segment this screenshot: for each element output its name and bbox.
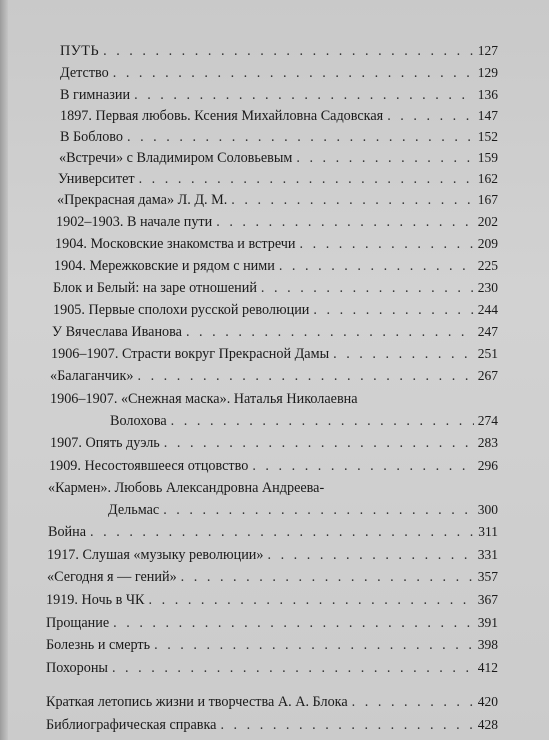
toc-entry <box>47 566 498 588</box>
leader-dots <box>261 277 474 299</box>
leader-dots <box>164 432 474 454</box>
leader-dots <box>139 168 474 190</box>
leader-dots <box>113 62 474 84</box>
toc-entry-title: 1897. Первая любовь. Ксения Михайловна Садовская <box>60 108 384 124</box>
leader-dots <box>300 233 474 255</box>
toc-entry <box>53 277 498 299</box>
toc-entry-page: 129 <box>477 65 498 80</box>
toc-entry <box>46 657 498 679</box>
toc-entry-title: 1902–1903. В начале пути <box>56 214 213 230</box>
toc-entry <box>60 126 498 148</box>
toc-entry-title: 1905. Первые сполохи русской революции <box>53 302 310 318</box>
toc-entry-title: Похороны <box>46 660 108 676</box>
toc-entry-title: Дельмас <box>108 502 160 518</box>
toc-entry <box>48 521 498 543</box>
toc-entry-page: 230 <box>477 280 498 295</box>
toc-entry <box>60 40 498 62</box>
leader-dots <box>171 410 474 432</box>
toc-entry-title: 1904. Московские знакомства и встречи <box>55 236 296 252</box>
toc-entry-page: 283 <box>477 435 498 450</box>
toc-entry-title: «Балаганчик» <box>50 368 134 384</box>
toc-entry <box>52 321 498 343</box>
toc-entry-title: 1906–1907. Страсти вокруг Прекрасной Дамы <box>51 346 330 362</box>
leader-dots <box>134 84 474 106</box>
toc-entry-page: 300 <box>477 502 498 517</box>
toc-entry-title: 1909. Несостоявшееся отцовство <box>49 458 249 474</box>
toc-entry-page: 412 <box>477 660 498 675</box>
toc-entry-title: «Прекрасная дама» Л. Д. М. <box>57 192 228 208</box>
toc-entry-title: У Вячеслава Иванова <box>52 324 182 340</box>
leader-dots <box>296 147 473 169</box>
leader-dots <box>149 589 474 611</box>
toc-entry <box>60 105 498 127</box>
toc-entry <box>46 714 498 736</box>
toc-entry-title: 1907. Опять дуэль <box>50 435 160 451</box>
toc-entry-title: В гимназии <box>60 87 131 103</box>
toc-entry <box>51 343 498 365</box>
leader-dots <box>279 255 474 277</box>
leader-dots <box>267 544 473 566</box>
toc-entry <box>46 634 498 656</box>
toc-entry-page: 136 <box>477 87 498 102</box>
toc-entry-title: 1904. Мережковские и рядом с ними <box>54 258 275 274</box>
leader-dots <box>90 521 474 543</box>
leader-dots <box>333 343 474 365</box>
toc-entry-page: 296 <box>477 458 498 473</box>
toc-entry-title: ПУТЬ <box>60 43 100 59</box>
toc-entry-page: 162 <box>477 171 498 186</box>
toc-entry <box>50 432 498 454</box>
toc-entry <box>54 255 498 277</box>
toc-entry-title: «Кармен». Любовь Александровна Андреева- <box>48 480 325 496</box>
toc-entry-page: 159 <box>477 150 498 165</box>
toc-entry-page: 398 <box>477 637 498 652</box>
toc-entry-page: 251 <box>477 346 498 361</box>
toc-entry <box>50 365 498 387</box>
toc-entry-title: Детство <box>60 65 109 81</box>
toc-entry-title: 1906–1907. «Снежная маска». Наталья Николаевна <box>50 391 358 407</box>
toc-entry-title: Блок и Белый: на заре отношений <box>53 280 257 296</box>
toc-entry-title: «Встречи» с Владимиром Соловьевым <box>59 150 293 166</box>
toc-entry-page: 152 <box>477 129 498 144</box>
toc-entry-page: 274 <box>477 413 498 428</box>
leader-dots <box>127 126 474 148</box>
toc-entry-title: Университет <box>58 171 135 187</box>
leader-dots <box>163 499 474 521</box>
leader-dots <box>181 566 474 588</box>
toc-entry-title: Болезнь и смерть <box>46 637 151 653</box>
toc-entry-title: Библиографическая справка <box>46 717 217 733</box>
toc-entry <box>58 168 498 190</box>
toc-entry-page: 391 <box>477 615 498 630</box>
toc-entry-title: «Сегодня я — гений» <box>47 569 177 585</box>
toc-entry-title: Война <box>48 524 87 540</box>
leader-dots <box>231 189 473 211</box>
leader-dots <box>252 455 473 477</box>
leader-dots <box>112 657 474 679</box>
toc-entry <box>57 189 498 211</box>
leader-dots <box>137 365 473 387</box>
toc-entry-page: 225 <box>477 258 498 273</box>
toc-entry-title: 1919. Ночь в ЧК <box>46 592 145 608</box>
toc-entry-title: Волохова <box>110 413 167 429</box>
toc-entry-page: 247 <box>477 324 498 339</box>
leader-dots <box>313 299 473 321</box>
leader-dots <box>113 612 474 634</box>
toc-entry <box>60 84 498 106</box>
leader-dots <box>352 691 474 713</box>
toc-entry <box>60 62 498 84</box>
toc-entry-page: 147 <box>477 108 498 123</box>
toc-entry <box>55 233 498 255</box>
toc-entry-page: 420 <box>477 694 498 709</box>
toc-entry-page: 367 <box>477 592 498 607</box>
toc-entry <box>49 455 498 477</box>
leader-dots <box>387 105 474 127</box>
leader-dots <box>154 634 474 656</box>
toc-entry-title: Краткая летопись жизни и творчества А. А. Блока <box>46 694 348 710</box>
toc-entry <box>47 544 498 566</box>
toc-entry-page: 202 <box>477 214 498 229</box>
toc-entry <box>59 147 498 169</box>
toc-entry-page: 428 <box>477 717 498 732</box>
toc-entry-page: 127 <box>477 43 498 58</box>
toc-entry <box>46 589 498 611</box>
toc-entry-page: 311 <box>478 524 498 539</box>
leader-dots <box>186 321 474 343</box>
toc-entry-page: 209 <box>477 236 498 251</box>
toc-entry-title: В Боблово <box>60 129 123 145</box>
toc-entry-page: 167 <box>477 192 498 207</box>
toc-entry-continuation <box>108 499 498 521</box>
leader-dots <box>220 714 473 736</box>
toc-entry-title: Прощание <box>46 615 110 631</box>
toc-entry-page: 244 <box>477 302 498 317</box>
leader-dots <box>103 40 474 62</box>
toc-entry-continuation <box>110 410 498 432</box>
toc-entry <box>53 299 498 321</box>
leader-dots <box>216 211 474 233</box>
toc-entry <box>48 477 498 499</box>
toc-entry <box>46 612 498 634</box>
toc-entry-title: 1917. Слушая «музыку революции» <box>47 547 264 563</box>
toc-entry-page: 331 <box>477 547 498 562</box>
toc-entry-page: 357 <box>477 569 498 584</box>
toc-entry-page: 267 <box>477 368 498 383</box>
toc-entry <box>56 211 498 233</box>
toc-entry <box>46 691 498 713</box>
toc-entry <box>50 388 498 410</box>
